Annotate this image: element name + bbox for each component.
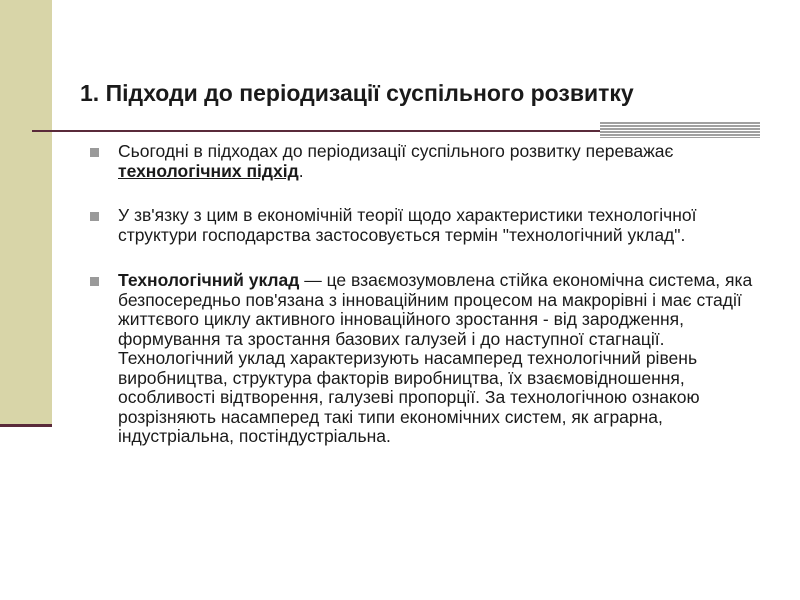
bullet-term: Технологічний уклад — [118, 270, 300, 290]
bullet-text: — це взаємозумовлена стійка економічна система, яка безпосередньо пов'язана з інноваційним процесом на макрорівні і має стадії життєвого циклу активного інноваційного зростання - від зародження, формування та зростання базових галузей і до наступної стагнації. Технологічний уклад характеризують насамперед технологічний рівень виробництва, структура факторів виробництва, їх взаємовідношення, особливості відтворення, галузеві пропорції. За технологічною ознакою розрізняють насамперед такі типи економічних систем, як аграрна, індустріальна, постіндустріальна. — [118, 270, 753, 446]
square-bullet-icon — [90, 277, 99, 286]
corner-stripes-decoration — [600, 122, 760, 138]
left-decorative-bar — [0, 0, 52, 424]
bullet-item — [88, 271, 768, 447]
slide-content — [88, 142, 768, 447]
square-bullet-icon — [90, 212, 99, 221]
bullet-item — [88, 142, 768, 181]
slide-title: 1. Підходи до періодизації суспільного розвитку — [80, 80, 634, 106]
bullet-emphasis: технологічних підхід — [118, 160, 299, 181]
bullet-text: Сьогодні в підходах до періодизації суспільного розвитку переважає — [118, 141, 674, 161]
bullet-text: У зв'язку з цим в економічній теорії щодо характеристики технологічної структури господарства застосовується термін "технологічний уклад". — [118, 205, 697, 245]
bullet-item — [88, 206, 768, 245]
left-bar-underline — [0, 424, 52, 427]
square-bullet-icon — [90, 148, 99, 157]
bullet-text-end: . — [298, 160, 304, 181]
